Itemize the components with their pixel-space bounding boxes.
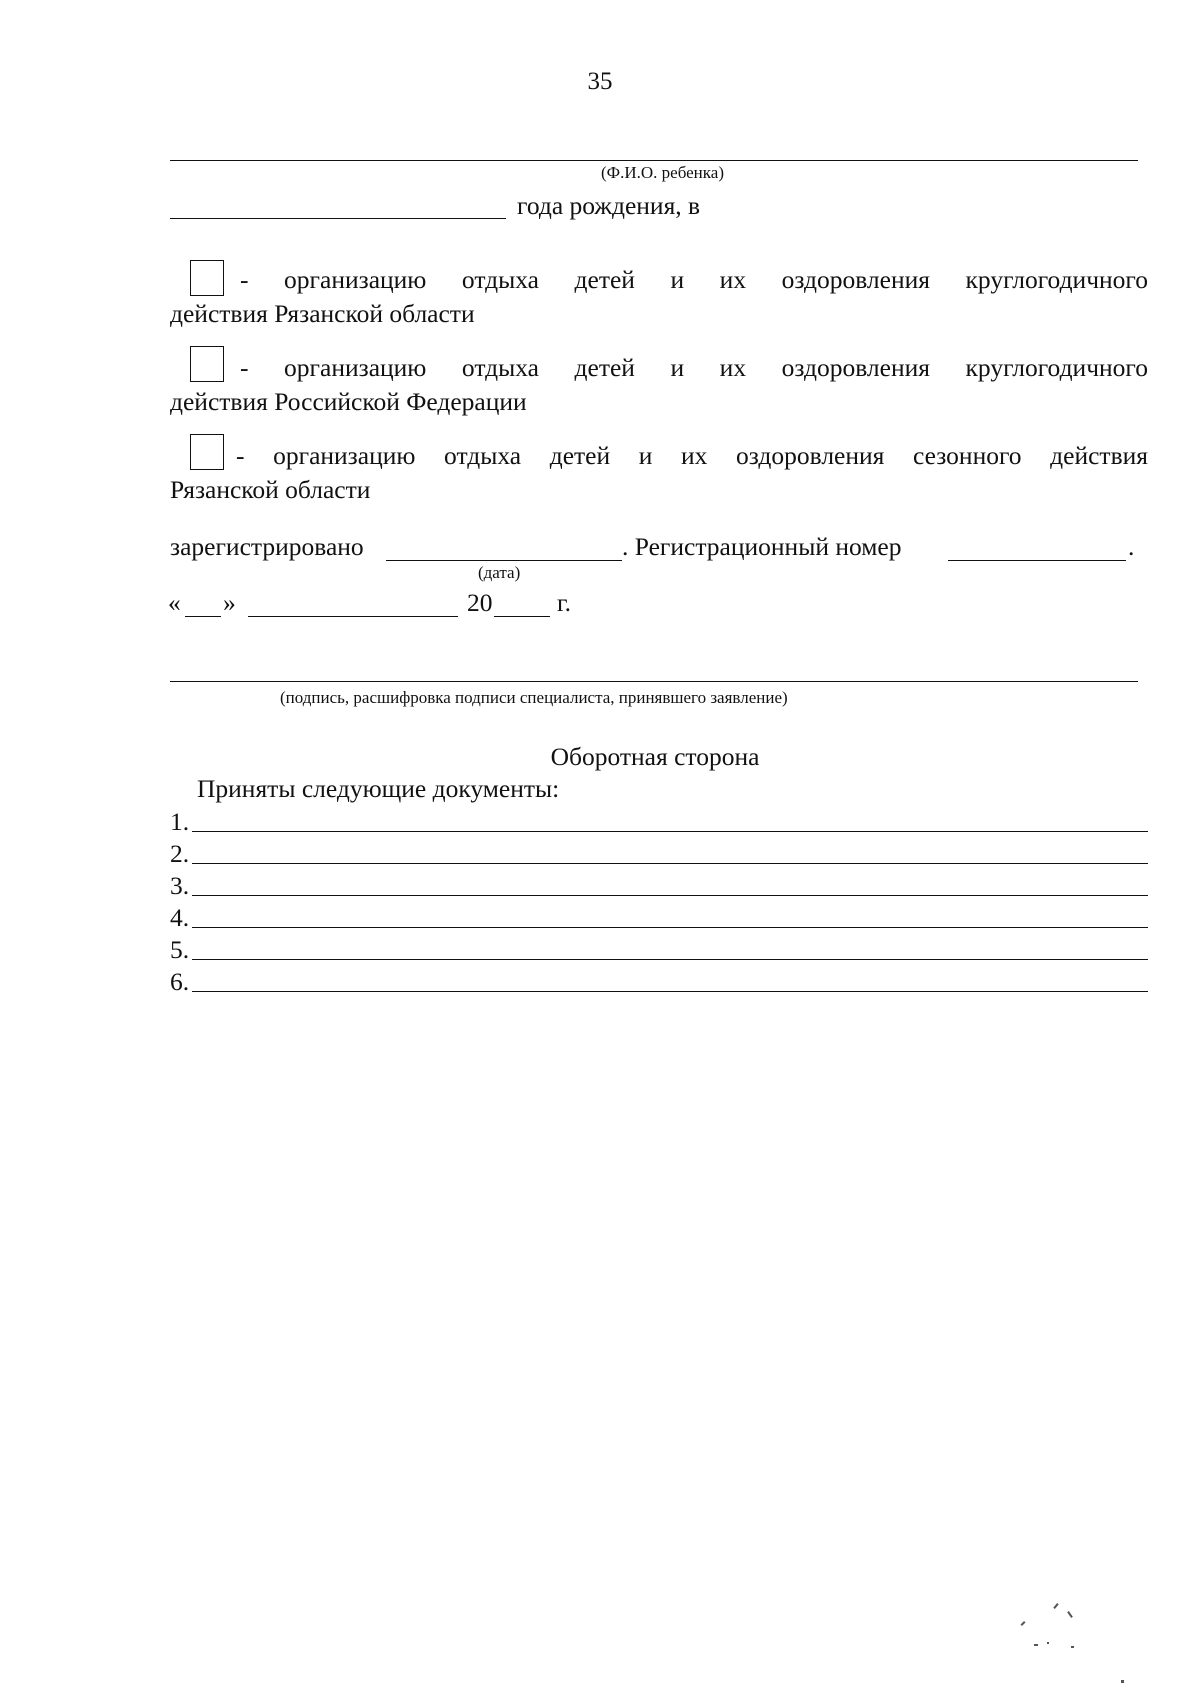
document-line[interactable]: [192, 895, 1148, 896]
page-number: 35: [587, 68, 613, 95]
scan-speck: [1067, 1611, 1073, 1618]
document-number: 4.: [170, 903, 190, 932]
document-item: [170, 934, 1148, 966]
scan-speck: [1047, 1642, 1049, 1644]
year-prefix: 20: [467, 588, 493, 617]
signature-caption: (подпись, расшифровка подписи специалиста, принявшего заявление): [280, 688, 788, 707]
birth-year-text: года рождения, в: [517, 191, 701, 220]
registration-date-line[interactable]: [386, 560, 622, 561]
date-caption: (дата): [478, 563, 521, 582]
child-name-line[interactable]: [170, 160, 1138, 161]
document-number: 1.: [170, 807, 190, 836]
reg-number-line[interactable]: [948, 560, 1126, 561]
day-line[interactable]: [185, 616, 221, 617]
signature-line[interactable]: [170, 681, 1138, 682]
option-2-line2: действия Российской Федерации: [170, 387, 527, 416]
back-side-title: Оборотная сторона: [550, 742, 760, 771]
option-2-line1: [170, 352, 1148, 384]
scan-speck: [1053, 1603, 1058, 1609]
reg-end-period: .: [1128, 532, 1135, 561]
birth-year-line[interactable]: [170, 218, 506, 219]
documents-heading: Приняты следующие документы:: [197, 774, 560, 803]
month-line[interactable]: [248, 616, 458, 617]
document-item: [170, 838, 1148, 870]
document-number: 2.: [170, 839, 190, 868]
quote-close: »: [223, 588, 236, 617]
document-item: [170, 806, 1148, 838]
child-name-caption: (Ф.И.О. ребенка): [601, 163, 724, 182]
document-line[interactable]: [192, 863, 1148, 864]
option-2-text: - организацию отдыха детей и их оздоровления круглогодичного: [240, 353, 1148, 382]
document-number: 5.: [170, 935, 190, 964]
quote-open: «: [168, 588, 181, 617]
document-line[interactable]: [192, 959, 1148, 960]
reg-number-label: . Регистрационный номер: [622, 532, 902, 561]
document-item: [170, 902, 1148, 934]
option-3-line2: Рязанской области: [170, 475, 371, 504]
document-line[interactable]: [192, 927, 1148, 928]
option-1-line1: [170, 264, 1148, 296]
document-number: 3.: [170, 871, 190, 900]
option-3-text: - организацию отдыха детей и их оздоровления сезонного действия: [236, 441, 1148, 470]
scan-speck: [1071, 1646, 1074, 1648]
document-item: [170, 870, 1148, 902]
registered-label: зарегистрировано: [170, 532, 364, 561]
document-item: [170, 966, 1148, 998]
year-suffix: г.: [557, 588, 571, 617]
scan-speck: [1121, 1680, 1124, 1683]
document-number: 6.: [170, 967, 190, 996]
document-line[interactable]: [192, 991, 1148, 992]
option-3-line1: [170, 440, 1148, 472]
document-line[interactable]: [192, 831, 1148, 832]
option-1-text: - организацию отдыха детей и их оздоровления круглогодичного: [240, 265, 1148, 294]
scan-speck: [1021, 1621, 1026, 1626]
year-line[interactable]: [494, 616, 550, 617]
option-1-line2: действия Рязанской области: [170, 299, 475, 328]
scan-speck: [1034, 1644, 1038, 1646]
